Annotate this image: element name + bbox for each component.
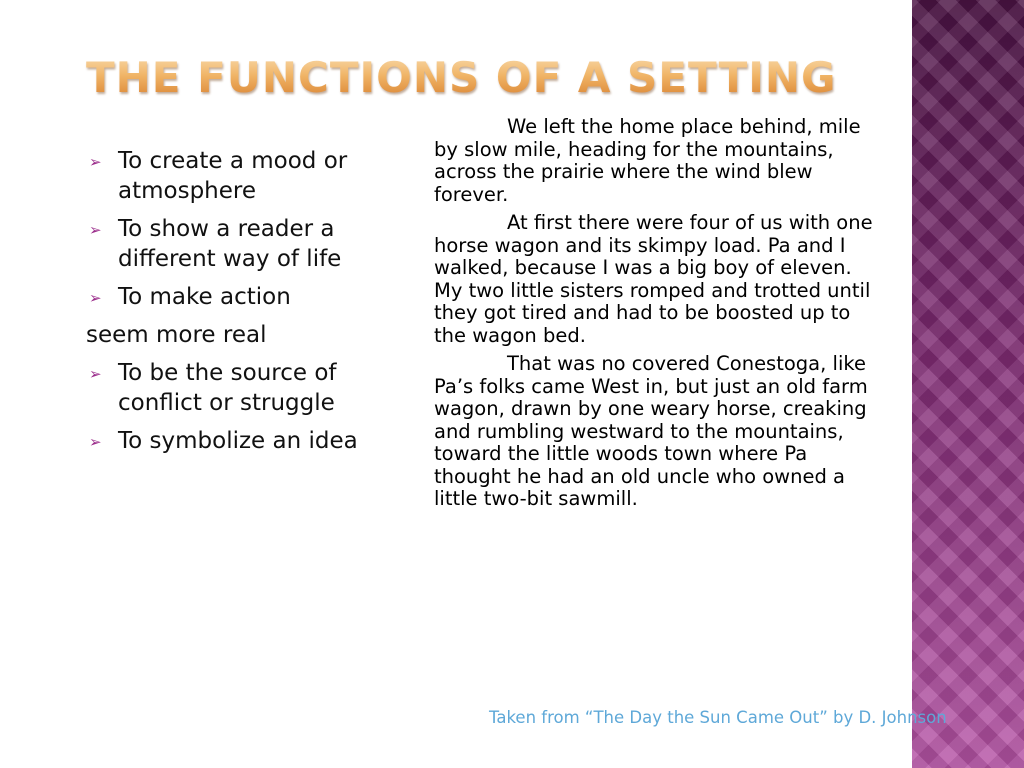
decorative-side-band (912, 0, 1024, 768)
excerpt-paragraph: That was no covered Conestoga, like Pa’s folks came West in, but just an old farm wagon, drawn by one weary horse, creaking and rumbling westward to the mountains, toward the little woods town where Pa thought he had an old uncle who owned a little two-bit sawmill. (434, 352, 868, 510)
arrowhead-bullet-icon: ➢ (89, 289, 102, 307)
story-excerpt (434, 116, 886, 517)
bullet-list (86, 146, 416, 464)
bullet-text: To show a reader a different way of life (118, 216, 342, 272)
bullet-text: To be the source of conflict or struggle (118, 360, 337, 416)
bullet-continuation (86, 320, 416, 350)
arrowhead-bullet-icon: ➢ (89, 433, 102, 451)
bullet-text: To symbolize an idea (118, 428, 358, 454)
bullet-text: To make action (118, 284, 291, 310)
slide-title: THE FUNCTIONS OF A SETTING (86, 55, 906, 101)
bullet-item (86, 214, 416, 274)
bullet-text: seem more real (86, 322, 267, 348)
excerpt-paragraph: We left the home place behind, mile by slow mile, heading for the mountains, across the prairie where the wind blew forever. (434, 115, 861, 206)
bullet-text: To create a mood or atmosphere (118, 148, 348, 204)
bullet-item (86, 146, 416, 206)
bullet-item (86, 358, 416, 418)
bullet-item (86, 282, 416, 312)
arrowhead-bullet-icon: ➢ (89, 153, 102, 171)
arrowhead-bullet-icon: ➢ (89, 365, 102, 383)
bullet-item (86, 426, 416, 456)
source-citation: Taken from “The Day the Sun Came Out” by D. Johnson (489, 708, 947, 727)
excerpt-paragraph: At first there were four of us with one horse wagon and its skimpy load. Pa and I walked, because I was a big boy of eleven. My two little sisters romped and trotted until they got tired and had to be boosted up to the wagon bed. (434, 211, 873, 347)
arrowhead-bullet-icon: ➢ (89, 221, 102, 239)
